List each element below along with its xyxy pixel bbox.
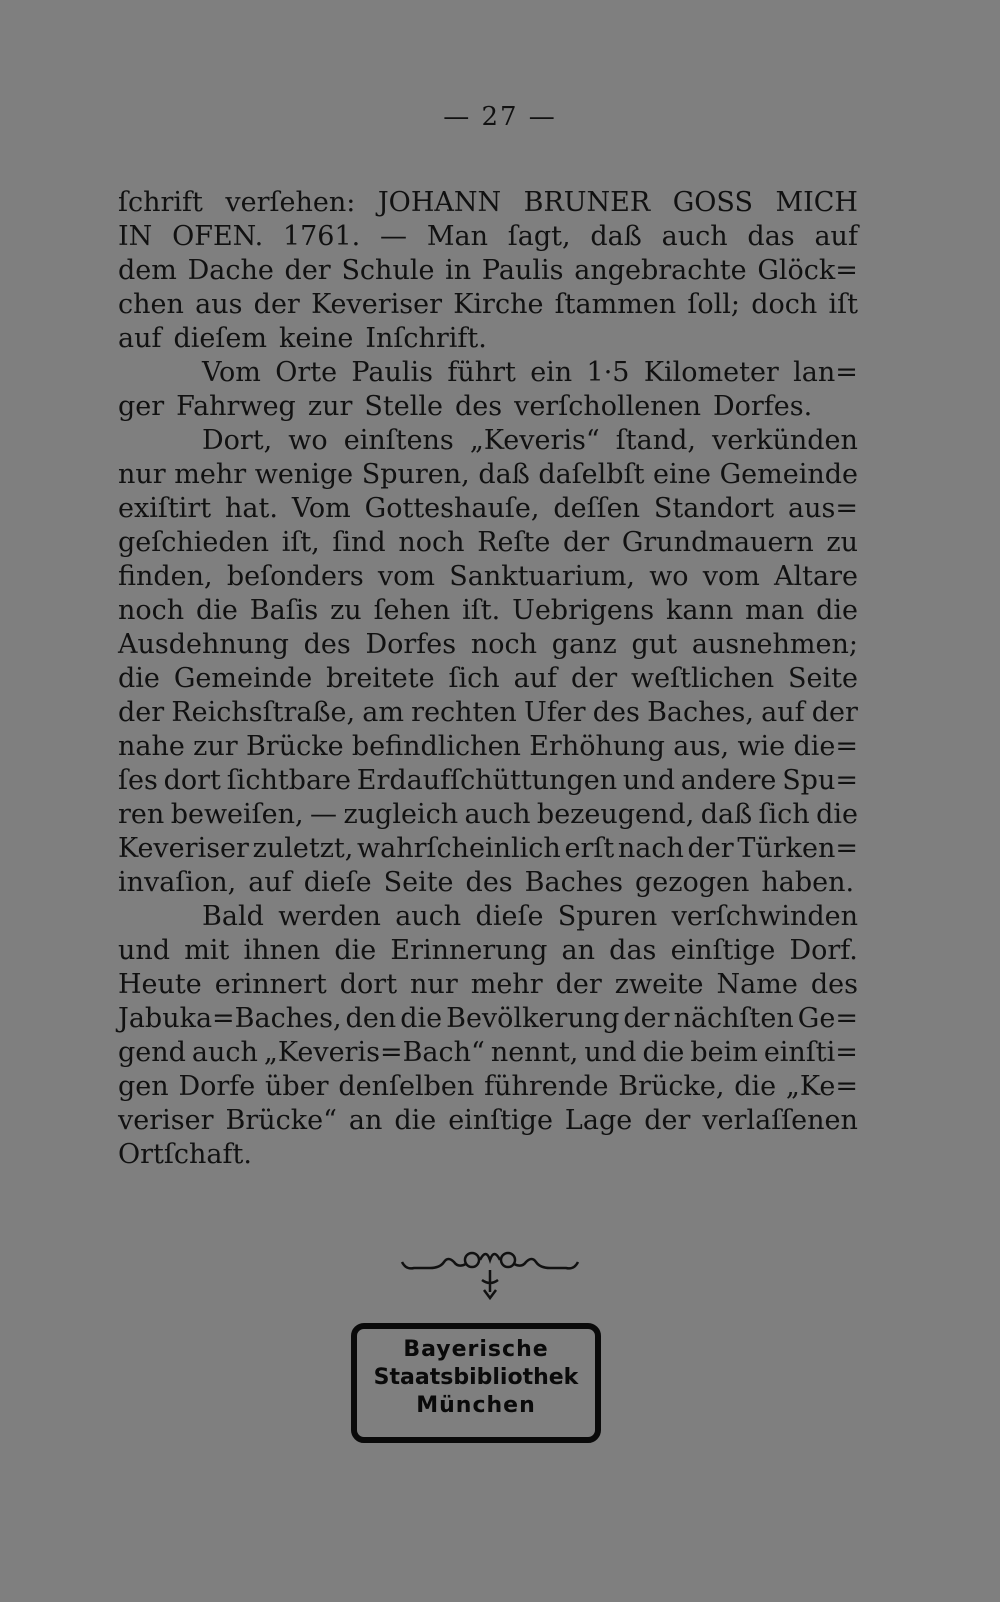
word: beweiſen,	[170, 799, 304, 830]
word: noch	[470, 629, 538, 660]
word: der	[811, 697, 858, 728]
word: breitete	[326, 663, 435, 694]
word: Paulis	[351, 357, 433, 388]
word: Altare	[774, 561, 858, 592]
text-line	[118, 900, 858, 934]
word: Ortſchaft.	[118, 1139, 252, 1170]
text-line	[118, 220, 858, 254]
word: gen	[118, 1071, 169, 1102]
word: „Ke=	[785, 1071, 858, 1102]
word: werden	[278, 901, 381, 932]
word: auf	[513, 663, 558, 694]
word: Name	[716, 969, 798, 1000]
word: Dorfe	[178, 1071, 256, 1102]
word: erinnert	[214, 969, 327, 1000]
word: daſelbſt	[538, 459, 645, 490]
word: auf	[761, 697, 805, 728]
word: Man	[426, 221, 488, 252]
word: verſchwinden	[671, 901, 858, 932]
word: geſchieden	[118, 527, 270, 558]
word: einſtens	[343, 425, 454, 456]
word: andere	[680, 765, 777, 796]
word: die	[334, 935, 377, 966]
word: Keveriser	[311, 289, 443, 320]
text-line	[118, 1002, 858, 1036]
word: wie	[737, 731, 786, 762]
word: die	[816, 799, 858, 830]
word: zuletzt,	[252, 833, 354, 864]
word: Seite	[788, 663, 858, 694]
word: vom	[377, 561, 436, 592]
word: ſich	[758, 799, 810, 830]
word: man	[745, 595, 805, 626]
word: zu	[826, 527, 858, 558]
text-line	[118, 1138, 858, 1172]
word: einſti=	[763, 1037, 858, 1068]
word: das	[609, 935, 657, 966]
word: dort	[163, 765, 221, 796]
word: der	[562, 527, 610, 558]
word: auch	[191, 1037, 258, 1068]
word: iſt.	[462, 595, 501, 626]
word: chen	[118, 289, 184, 320]
text-line	[118, 594, 858, 628]
word: exiſtirt	[118, 493, 212, 524]
word: Erhöhung	[529, 731, 665, 762]
word: bezeugend,	[536, 799, 695, 830]
word: daß	[478, 459, 530, 490]
text-line	[118, 934, 858, 968]
word: Bevölkerung	[446, 1003, 620, 1034]
word: dieſe	[303, 867, 372, 898]
word: an	[561, 935, 596, 966]
word: der	[253, 289, 300, 320]
word: der	[644, 1105, 691, 1136]
word: wo	[288, 425, 328, 456]
word: Ge=	[797, 1003, 858, 1034]
word: zugleich	[343, 799, 459, 830]
word: Kirche	[453, 289, 544, 320]
word: Türken=	[737, 833, 858, 864]
word: Standort	[653, 493, 775, 524]
word: BRUNER	[523, 187, 651, 218]
word: daß	[590, 221, 642, 252]
word: ſichtbare	[226, 765, 351, 796]
word: hat.	[225, 493, 278, 524]
word: der	[118, 697, 165, 728]
word: verſchollenen	[514, 391, 701, 422]
word: Gemeinde	[719, 459, 858, 490]
word: nach	[617, 833, 684, 864]
text-line	[118, 560, 858, 594]
word: JOHANN	[377, 187, 502, 218]
word: zweite	[614, 969, 704, 1000]
text-line	[118, 390, 858, 424]
text-line	[118, 968, 858, 1002]
word: Lage	[564, 1105, 633, 1136]
word: wenige	[254, 459, 354, 490]
word: Schule	[341, 255, 435, 286]
text-line	[118, 1036, 858, 1070]
text-line	[118, 662, 858, 696]
word: ren	[118, 799, 165, 830]
word: Reichsſtraße,	[171, 697, 356, 728]
word: Baſis	[249, 595, 319, 626]
word: auch	[395, 901, 462, 932]
word: auf	[814, 221, 858, 252]
word: Dorfes	[365, 629, 457, 660]
word: und	[118, 935, 171, 966]
word: die	[196, 595, 238, 626]
word: des	[592, 697, 640, 728]
word: wo	[649, 561, 689, 592]
word: mehr	[174, 459, 247, 490]
word: ger	[118, 391, 165, 422]
word: des	[810, 969, 858, 1000]
word: Grundmauern	[621, 527, 814, 558]
word: noch	[118, 595, 185, 626]
word: Orte	[275, 357, 338, 388]
word: Uebrigens	[512, 595, 655, 626]
word: keine	[278, 323, 354, 354]
word: über	[265, 1071, 329, 1102]
word: die	[816, 595, 858, 626]
text-line	[118, 526, 858, 560]
word: erſt	[564, 833, 615, 864]
word: führende	[484, 1071, 609, 1102]
word: die	[400, 1003, 443, 1034]
word: der	[687, 833, 734, 864]
word: verkünden	[712, 425, 858, 456]
word: nennt,	[490, 1037, 579, 1068]
word: Dache	[187, 255, 274, 286]
word: wahrſcheinlich	[357, 833, 561, 864]
word: die	[118, 663, 160, 694]
word: Reſte	[477, 527, 551, 558]
text-line	[118, 458, 858, 492]
word: Inſchrift.	[365, 323, 487, 354]
word: des	[303, 629, 351, 660]
word: das	[747, 221, 795, 252]
word: Gemeinde	[173, 663, 313, 694]
word: vom	[702, 561, 760, 592]
body-text	[118, 186, 858, 1172]
word: Dorfes.	[712, 391, 813, 422]
text-line	[118, 798, 858, 832]
text-line	[118, 186, 858, 220]
stamp-line-3: München	[416, 1393, 536, 1418]
word: zu	[330, 595, 362, 626]
text-line	[118, 492, 858, 526]
word: ganz	[551, 629, 617, 660]
word: Gotteshauſe,	[364, 493, 540, 524]
word: iſt,	[281, 527, 320, 558]
text-line	[118, 322, 858, 356]
word: Brücke,	[618, 1071, 725, 1102]
word: auch	[464, 799, 531, 830]
word: Heute	[118, 969, 202, 1000]
word: ein	[530, 357, 573, 388]
word: Erinnerung	[390, 935, 548, 966]
word: einſtige	[448, 1105, 553, 1136]
word: Bald	[202, 901, 264, 932]
word: in	[445, 255, 472, 286]
word: auch	[661, 221, 728, 252]
word: invaſion,	[118, 867, 237, 898]
word: ihnen	[243, 935, 321, 966]
word: MICH	[775, 187, 858, 218]
ornament-vignette	[400, 1234, 580, 1304]
word: Stelle	[364, 391, 443, 422]
word: die	[394, 1105, 437, 1136]
word: der	[555, 969, 602, 1000]
word: mehr	[470, 969, 543, 1000]
word: ſind	[332, 527, 386, 558]
word: nur	[410, 969, 458, 1000]
word: IN	[118, 221, 153, 252]
text-line	[118, 832, 858, 866]
word: iſt	[828, 289, 858, 320]
word: finden,	[118, 561, 213, 592]
word: Brücke“	[225, 1105, 337, 1136]
word: —	[380, 221, 408, 252]
word: verſehen:	[225, 187, 356, 218]
word: haben.	[761, 867, 855, 898]
word: Glöck=	[757, 255, 858, 286]
word: Vom	[291, 493, 351, 524]
word: Baches,	[647, 697, 754, 728]
text-line	[118, 1070, 858, 1104]
page-number: — 27 —	[443, 102, 557, 132]
word: an	[348, 1105, 383, 1136]
word: gend	[118, 1037, 186, 1068]
text-line	[118, 764, 858, 798]
word: Erdaufſchüttungen	[356, 765, 618, 796]
word: —	[310, 799, 338, 830]
word: Spu=	[782, 765, 858, 796]
word: Ufer	[523, 697, 586, 728]
word: des	[454, 391, 503, 422]
word: ausnehmen;	[691, 629, 858, 660]
word: aus=	[787, 493, 858, 524]
word: einſtige	[670, 935, 776, 966]
text-line	[118, 356, 858, 390]
word: am	[362, 697, 404, 728]
word: doch	[751, 289, 818, 320]
word: Sanktuarium,	[449, 561, 636, 592]
word: ſtand,	[615, 425, 696, 456]
text-line	[118, 424, 858, 458]
word: die	[642, 1037, 685, 1068]
word: angebrachte	[574, 255, 747, 286]
word: ſtammen	[554, 289, 677, 320]
text-line	[118, 866, 858, 900]
library-stamp	[360, 1336, 592, 1420]
word: des	[465, 867, 513, 898]
word: ſes	[118, 765, 158, 796]
word: Keveriser	[118, 833, 249, 864]
word: noch	[398, 527, 465, 558]
word: Brücke	[245, 731, 344, 762]
word: zur	[193, 731, 238, 762]
word: dem	[118, 255, 177, 286]
word: „Keveris=Bach“	[263, 1037, 485, 1068]
word: und	[622, 765, 675, 796]
word: dieſem	[173, 323, 267, 354]
word: Kilometer	[643, 357, 779, 388]
word: der	[623, 1003, 670, 1034]
word: Spuren	[557, 901, 658, 932]
word: die	[734, 1071, 777, 1102]
word: OFEN.	[172, 221, 264, 252]
word: führt	[447, 357, 516, 388]
stamp-line-1: Bayerische	[403, 1337, 549, 1362]
word: auf	[118, 323, 162, 354]
word: aus,	[673, 731, 730, 762]
word: Dorf.	[789, 935, 858, 966]
text-line	[118, 696, 858, 730]
word: Dort,	[202, 425, 273, 456]
word: Spuren,	[361, 459, 470, 490]
word: kann	[666, 595, 734, 626]
word: lan=	[793, 357, 858, 388]
word: Fahrweg	[176, 391, 296, 422]
word: 1·5	[586, 357, 630, 388]
word: gezogen	[634, 867, 750, 898]
word: und	[584, 1037, 637, 1068]
word: dieſe	[475, 901, 544, 932]
word: verlaſſenen	[702, 1105, 858, 1136]
word: ſich	[448, 663, 500, 694]
word: ſehen	[373, 595, 451, 626]
text-line	[118, 730, 858, 764]
word: zur	[307, 391, 353, 422]
word: Ausdehnung	[118, 629, 289, 660]
word: der	[284, 255, 331, 286]
word: aus	[195, 289, 243, 320]
word: nächſten	[673, 1003, 794, 1034]
word: ſchrift	[118, 187, 203, 218]
word: veriser	[118, 1105, 214, 1136]
word: befindlichen	[351, 731, 521, 762]
word: „Keveris“	[469, 425, 600, 456]
word: eine	[653, 459, 711, 490]
word: ſagt,	[507, 221, 571, 252]
word: beſonders	[226, 561, 364, 592]
word: rechten	[411, 697, 517, 728]
word: nahe	[118, 731, 185, 762]
word: deſſen	[553, 493, 640, 524]
word: weſtlichen	[631, 663, 775, 694]
word: 1761.	[282, 221, 361, 252]
word: Baches	[524, 867, 623, 898]
word: beim	[690, 1037, 758, 1068]
text-line	[118, 628, 858, 662]
word: Jabuka=Baches,	[118, 1003, 342, 1034]
word: daß	[700, 799, 753, 830]
word: Vom	[202, 357, 261, 388]
word: gut	[631, 629, 678, 660]
stamp-line-2: Staatsbibliothek	[373, 1365, 579, 1390]
text-line	[118, 288, 858, 322]
word: die=	[793, 731, 858, 762]
word: den	[345, 1003, 397, 1034]
word: Seite	[383, 867, 454, 898]
word: Paulis	[481, 255, 564, 286]
word: dort	[339, 969, 398, 1000]
word: mit	[184, 935, 230, 966]
word: denſelben	[338, 1071, 475, 1102]
word: auf	[248, 867, 292, 898]
word: nur	[118, 459, 166, 490]
word: GOSS	[672, 187, 753, 218]
text-line	[118, 254, 858, 288]
text-line	[118, 1104, 858, 1138]
word: der	[570, 663, 618, 694]
word: ſoll;	[687, 289, 741, 320]
